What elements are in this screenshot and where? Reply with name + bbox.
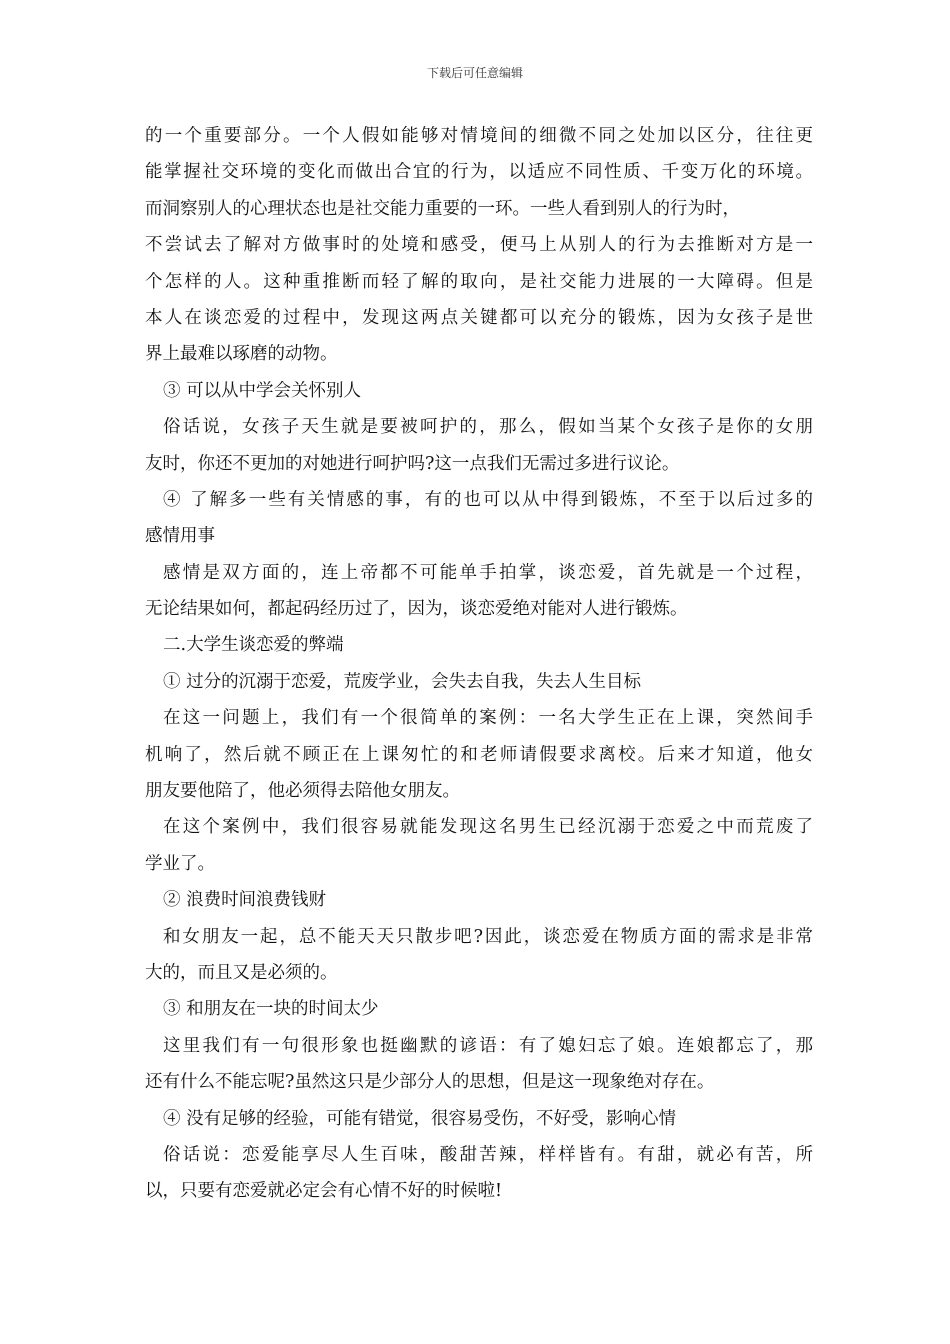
text-line: ③ 和朋友在一块的时间太少 bbox=[163, 999, 379, 1020]
text-line: ③ 可以从中学会关怀别人 bbox=[163, 380, 362, 401]
text-line: 感情用事 bbox=[145, 526, 215, 547]
text-line: 界上最难以琢磨的动物。 bbox=[145, 344, 338, 365]
text-line: ④ 了解多一些有关情感的事，有的也可以从中得到锻炼，不至于以后过多的 bbox=[163, 489, 813, 510]
text-line: 友时，你还不更加的对她进行呵护吗?这一点我们无需过多进行议论。 bbox=[145, 453, 680, 474]
text-line: 本人在谈恋爱的过程中，发现这两点关键都可以充分的锻炼，因为女孩子是世 bbox=[145, 307, 813, 328]
text-line: 俗话说：恋爱能享尽人生百味，酸甜苦辣，样样皆有。有甜，就必有苦，所 bbox=[163, 1144, 813, 1165]
text-line: 这里我们有一句很形象也挺幽默的谚语：有了媳妇忘了娘。连娘都忘了，那 bbox=[163, 1035, 813, 1056]
text-line: 在这一问题上，我们有一个很简单的案例：一名大学生正在上课，突然间手 bbox=[163, 708, 813, 729]
text-line: 还有什么不能忘呢?虽然这只是少部分人的思想，但是这一现象绝对存在。 bbox=[145, 1072, 715, 1093]
text-line: 的一个重要部分。一个人假如能够对情境间的细微不同之处加以区分，往往更 bbox=[145, 126, 813, 146]
text-line: 机响了，然后就不顾正在上课匆忙的和老师请假要求离校。后来才知道，他女 bbox=[145, 744, 813, 765]
text-line: 大的，而且又是必须的。 bbox=[145, 962, 338, 983]
page-header: 下载后可任意编辑 bbox=[426, 66, 523, 80]
text-line: ④ 没有足够的经验，可能有错觉，很容易受伤，不好受，影响心情 bbox=[163, 1108, 677, 1129]
text-line: 朋友要他陪了，他必须得去陪他女朋友。 bbox=[145, 781, 460, 802]
text-line: ② 浪费时间浪费钱财 bbox=[163, 890, 327, 911]
text-line: 感情是双方面的，连上帝都不可能单手拍掌，谈恋爱，首先就是一个过程， bbox=[163, 562, 813, 583]
text-line: 个怎样的人。这种重推断而轻了解的取向，是社交能力进展的一大障碍。但是 bbox=[145, 271, 813, 292]
text-line: 学业了。 bbox=[145, 853, 215, 874]
text-line: 无论结果如何，都起码经历过了，因为，谈恋爱绝对能对人进行锻炼。 bbox=[145, 599, 688, 620]
text-line: 不尝试去了解对方做事时的处境和感受，便马上从别人的行为去推断对方是一 bbox=[145, 235, 813, 256]
text-line: 能掌握社交环境的变化而做出合宜的行为，以适应不同性质、千变万化的环境。 bbox=[145, 162, 813, 183]
text-line: ① 过分的沉溺于恋爱，荒废学业，会失去自我，失去人生目标 bbox=[163, 671, 642, 692]
text-line: 在这个案例中，我们很容易就能发现这名男生已经沉溺于恋爱之中而荒废了 bbox=[163, 817, 813, 838]
document-body bbox=[145, 118, 813, 1210]
text-line: 而洞察别人的心理状态也是社交能力重要的一环。一些人看到别人的行为时， bbox=[145, 198, 740, 219]
text-line: 二.大学生谈恋爱的弊端 bbox=[163, 635, 344, 656]
text-line: 和女朋友一起，总不能天天只散步吧?因此，谈恋爱在物质方面的需求是非常 bbox=[163, 926, 813, 947]
text-line: 以，只要有恋爱就必定会有心情不好的时候啦! bbox=[145, 1181, 503, 1202]
text-line: 俗话说，女孩子天生就是要被呵护的，那么，假如当某个女孩子是你的女朋 bbox=[163, 417, 813, 438]
